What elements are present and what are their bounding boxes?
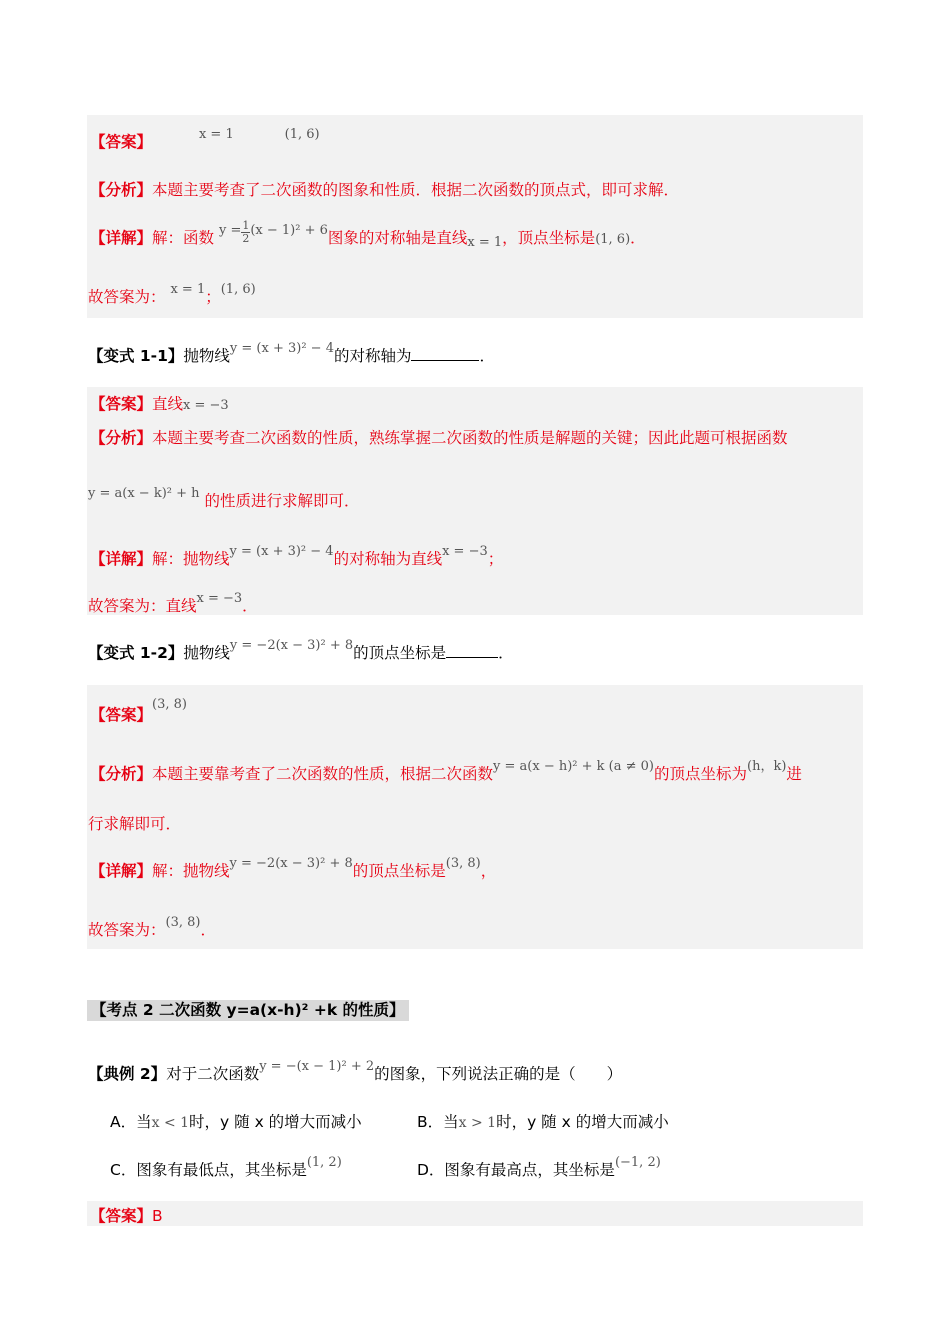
answer-line-1: 【答案】 $^{x = 1}$ $^{(1, 6)}$ — [90, 127, 320, 151]
fraction-one-half: $\frac{1}{2}$ — [242, 219, 250, 245]
example-2-question: 【典例 2】对于二次函数$^{y = -(x - 1)^2 + 2}$的图象，下列说法正确的是（ ） — [88, 1059, 623, 1083]
variant-1-1-question: 【变式 1-1】抛物线$^{y = (x + 3)^2 - 4}$的对称轴为 ． — [88, 341, 495, 365]
analysis-line-3b: 行求解即可． — [88, 815, 182, 833]
analysis-line-2b: $^{y = a(x - k)^2 + h}$ 的性质进行求解即可． — [88, 486, 360, 510]
analysis-line-3: 【分析】本题主要靠考查了二次函数的性质，根据二次函数$^{y = a(x - h)^2 + k (a \ne 0)}$的顶点坐标为$^{(h,k)}$进 — [90, 759, 802, 783]
answer-blank — [411, 346, 479, 361]
detail-line-2: 【详解】解：抛物线$^{y = (x + 3)^2 - 4}$的对称轴为直线$^{x = -3}$； — [90, 544, 504, 568]
detail-line-3: 【详解】解：抛物线$^{y = -2(x - 3)^2 + 8}$的顶点坐标是$^{(3, 8)}$， — [90, 856, 497, 880]
final-line-3: 故答案为：$^{(3, 8)}$． — [88, 915, 216, 939]
answer-line-3: 【答案】$^{(3, 8)}$ — [90, 697, 187, 724]
option-a[interactable]: A．当x < 1时，y 随 x 的增大而减小 — [110, 1113, 362, 1131]
section-heading: 【考点 2 二次函数 y=a(x-h)² +k 的性质】 — [87, 1000, 409, 1021]
detail-line-1: 【详解】解：函数 $^{y =}$ $\frac{1}{2}$ $^{(x - 1)^2 + 6}$图象的对称轴是直线x = 1，顶点坐标是(1, 6)． — [90, 219, 646, 250]
variant-1-2-question: 【变式 1-2】抛物线$^{y = -2(x - 3)^2 + 8}$的顶点坐标是 ． — [88, 638, 514, 662]
analysis-line-1: 【分析】本题主要考查了二次函数的图象和性质．根据二次函数的顶点式，即可求解． — [90, 181, 680, 199]
option-c[interactable]: C．图象有最低点，其坐标是$^{(1, 2)}$ — [110, 1155, 342, 1179]
answer-blank — [446, 643, 498, 658]
final-line-1: 故答案为： $^{x = 1}$；$^{(1, 6)}$ — [88, 282, 256, 306]
answer-line-4: 【答案】B — [90, 1207, 163, 1225]
answer-block-3 — [87, 685, 863, 949]
option-d[interactable]: D．图象有最高点，其坐标是$^{(-1, 2)}$ — [417, 1155, 661, 1179]
option-b[interactable]: B．当x > 1时，y 随 x 的增大而减小 — [417, 1113, 669, 1131]
answer-block-4 — [87, 1201, 863, 1226]
answer-line-2: 【答案】直线x = −3 — [90, 395, 229, 413]
analysis-line-2: 【分析】本题主要考查二次函数的性质，熟练掌握二次函数的性质是解题的关键；因此此题可根据函数 — [90, 429, 788, 447]
final-line-2: 故答案为：直线$^{x = -3}$． — [88, 591, 258, 615]
